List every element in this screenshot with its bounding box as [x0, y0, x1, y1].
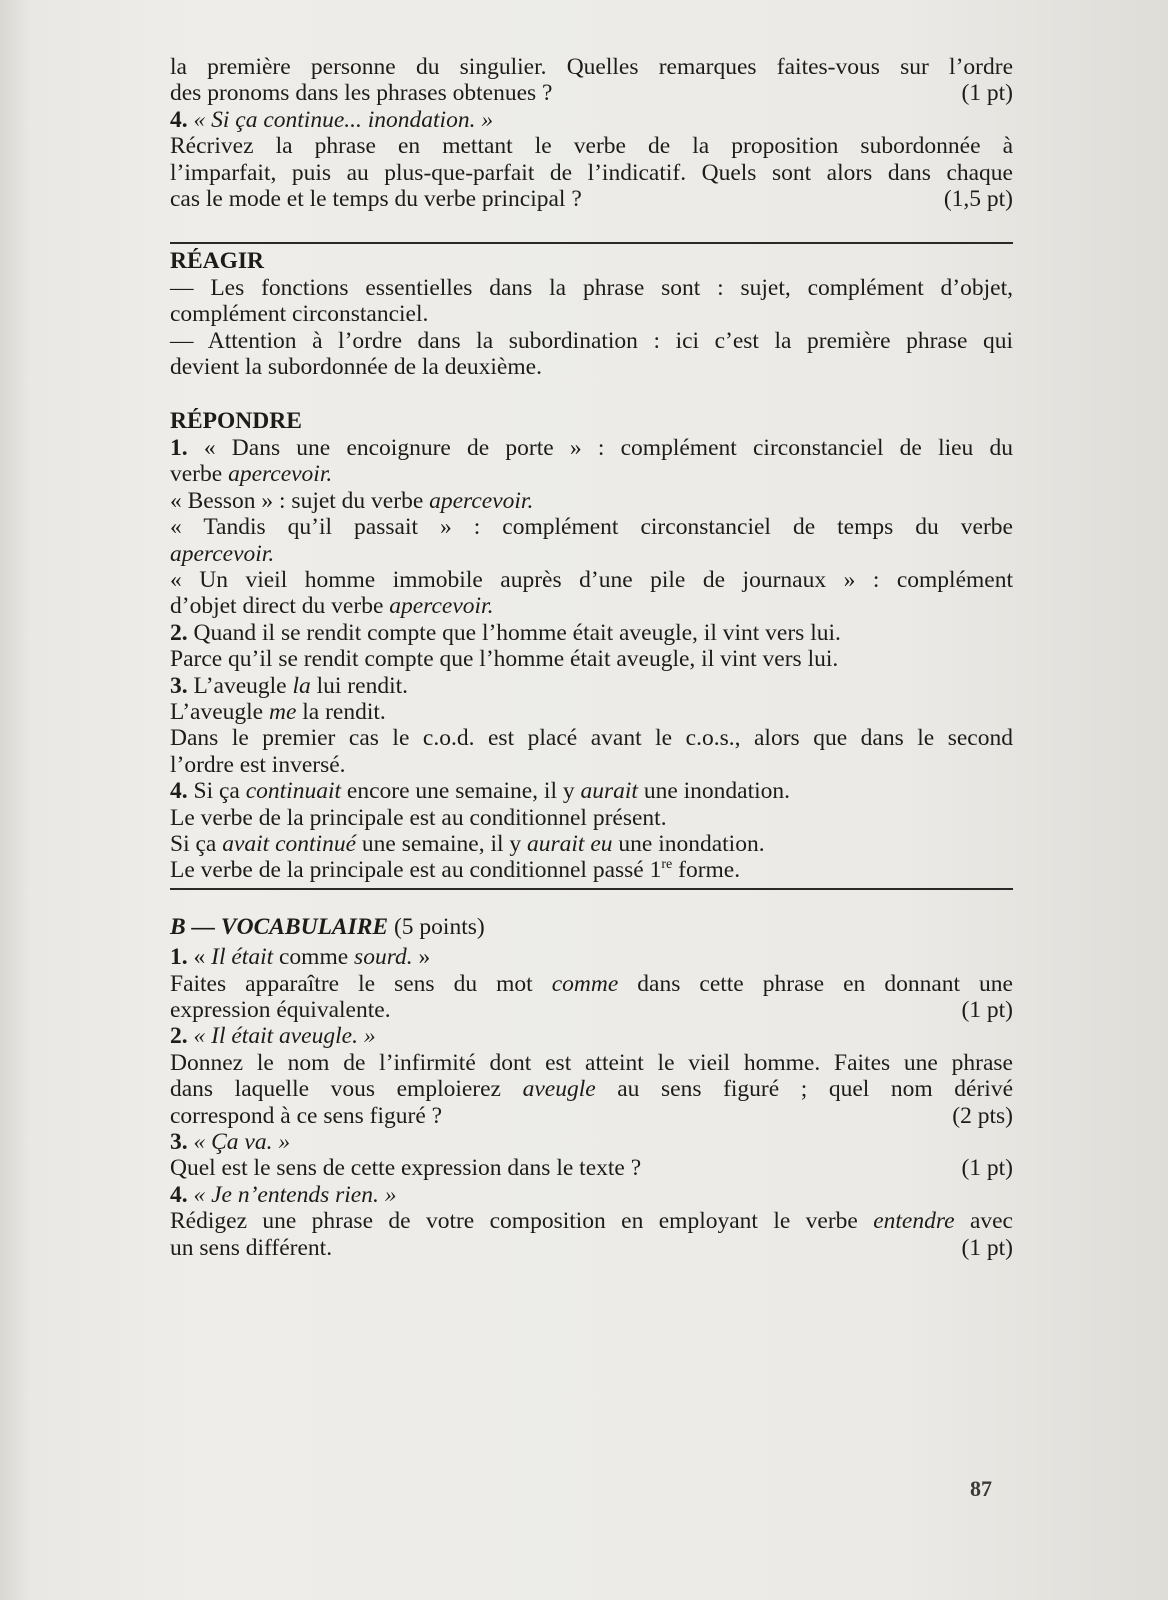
text-line: Dans le premier cas le c.o.d. est placé avant le c.o.s., alors que dans le second	[170, 725, 1013, 752]
text-line: « Tandis qu’il passait » : complément circonstanciel de temps du verbe	[170, 514, 1013, 541]
text-line: Si ça avait continué une semaine, il y aurait eu une inondation.	[170, 830, 765, 857]
text-line: Quel est le sens de cette expression dans le texte ? (1 pt)	[170, 1155, 1013, 1182]
text-line: Donnez le nom de l’infirmité dont est atteint le vieil homme. Faites une phrase	[170, 1049, 1013, 1076]
text-line: — Attention à l’ordre dans la subordination : ici c’est la première phrase qui	[170, 327, 1013, 354]
points-label: (1 pt)	[961, 1155, 1013, 1182]
points-label: (1 pt)	[961, 997, 1013, 1023]
section-title-repondre: RÉPONDRE	[170, 408, 302, 435]
page-content	[170, 54, 1013, 1261]
page-number: 87	[970, 1476, 992, 1501]
text-line: l’ordre est inversé.	[170, 751, 346, 778]
text-line: complément circonstanciel.	[170, 301, 429, 328]
question-heading: 4. « Si ça continue... inondation. »	[170, 106, 494, 133]
text-line: cas le mode et le temps du verbe principal ? (1,5 pt)	[170, 186, 1013, 213]
text-line: la première personne du singulier. Quelles remarques faites-vous sur l’ordre	[170, 54, 1013, 80]
section-title-vocabulaire: B — VOCABULAIRE (5 points)	[170, 913, 485, 940]
text-line: « Un vieil homme immobile auprès d’une pile de journaux » : complément	[170, 566, 1013, 593]
text-line: Faites apparaître le sens du mot comme dans cette phrase en donnant une	[170, 970, 1013, 997]
text-line: expression équivalente. (1 pt)	[170, 997, 1013, 1023]
section-title-reagir: RÉAGIR	[170, 248, 265, 275]
text-line: Le verbe de la principale est au conditionnel présent.	[170, 804, 667, 831]
text-line: 4. Si ça continuait encore une semaine, il y aurait une inondation.	[170, 778, 791, 805]
question-heading: 3. « Ça va. »	[170, 1129, 291, 1156]
text-line: d’objet direct du verbe apercevoir.	[170, 593, 494, 620]
text-line: Le verbe de la principale est au conditionnel passé 1re forme.	[170, 857, 741, 884]
text-line: un sens différent. (1 pt)	[170, 1234, 1013, 1261]
text-line: Rédigez une phrase de votre composition en employant le verbe entendre avec	[170, 1208, 1013, 1235]
question-heading: 4. « Je n’entends rien. »	[170, 1181, 397, 1208]
text-line: Récrivez la phrase en mettant le verbe de la proposition subordonnée à	[170, 133, 1013, 160]
text-line: 2. Quand il se rendit compte que l’homme était aveugle, il vint vers lui.	[170, 619, 841, 646]
text-line: Parce qu’il se rendit compte que l’homme était aveugle, il vint vers lui.	[170, 646, 839, 673]
text-line: l’imparfait, puis au plus-que-parfait de l’indicatif. Quels sont alors dans chaque	[170, 159, 1013, 186]
text-line: 1. « Dans une encoignure de porte » : complément circonstanciel de lieu du	[170, 434, 1014, 461]
text-line: — Les fonctions essentielles dans la phrase sont : sujet, complément d’objet,	[170, 274, 1013, 301]
text-line: dans laquelle vous emploierez aveugle au sens figuré ; quel nom dérivé	[170, 1076, 1013, 1103]
question-heading: 2. « Il était aveugle. »	[170, 1023, 376, 1050]
question-heading: 1. « Il était comme sourd. »	[170, 944, 431, 971]
points-label: (2 pts)	[952, 1102, 1013, 1129]
points-label: (1 pt)	[961, 80, 1013, 107]
text-line: « Besson » : sujet du verbe apercevoir.	[170, 487, 534, 514]
text-line: L’aveugle me la rendit.	[170, 698, 386, 725]
text-line: apercevoir.	[170, 540, 275, 567]
points-label: (1 pt)	[961, 1234, 1013, 1261]
points-label: (1,5 pt)	[943, 186, 1013, 213]
text-line: correspond à ce sens figuré ? (2 pts)	[170, 1102, 1013, 1129]
text-line: verbe apercevoir.	[170, 461, 333, 488]
text-line: devient la subordonnée de la deuxième.	[170, 354, 542, 381]
text-line: des pronoms dans les phrases obtenues ? (1 pt)	[170, 80, 1013, 107]
text-line: 3. L’aveugle la lui rendit.	[170, 672, 408, 699]
